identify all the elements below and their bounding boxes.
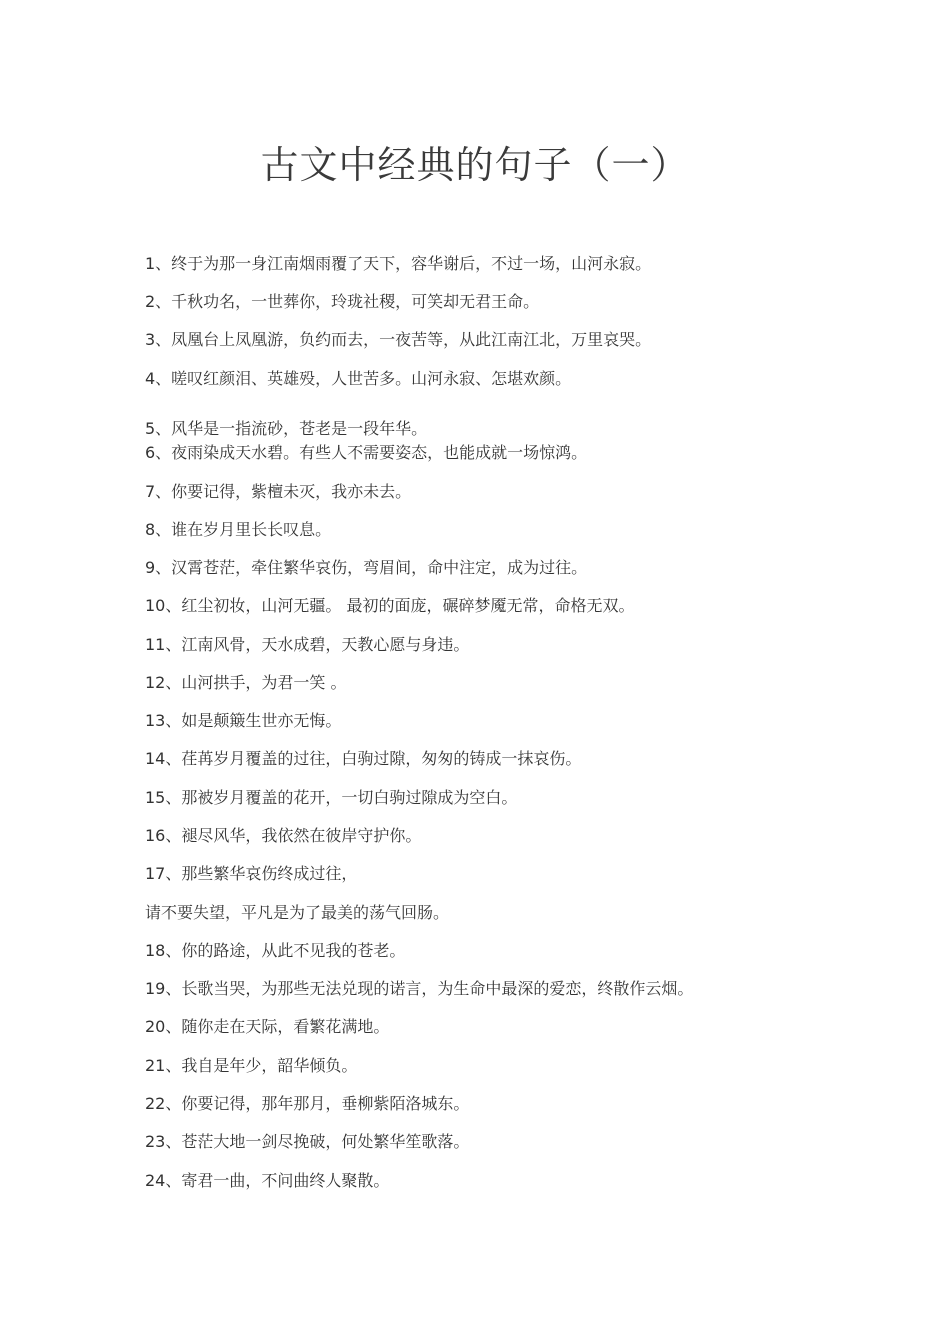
quote-line-10: 10、红尘初妆，山河无疆。 最初的面庞，碾碎梦魇无常，命格无双。 [145, 596, 635, 615]
quote-line-8: 8、谁在岁月里长长叹息。 [145, 520, 332, 539]
quote-line-18: 18、你的路途，从此不见我的苍老。 [145, 941, 406, 960]
quote-line-21: 21、我自是年少，韶华倾负。 [145, 1056, 358, 1075]
quote-line-23: 23、苍茫大地一剑尽挽破，何处繁华笙歌落。 [145, 1132, 470, 1151]
quote-line-17-continued: 请不要失望，平凡是为了最美的荡气回肠。 [145, 903, 450, 922]
quote-line-17: 17、那些繁华哀伤终成过往， [145, 864, 358, 883]
quote-line-7: 7、你要记得，紫檀未灭，我亦未去。 [145, 482, 412, 501]
quote-line-3: 3、凤凰台上凤凰游，负约而去，一夜苦等，从此江南江北，万里哀哭。 [145, 330, 652, 349]
quote-line-24: 24、寄君一曲，不问曲终人聚散。 [145, 1171, 390, 1190]
quote-line-6: 6、夜雨染成天水碧。有些人不需要姿态，也能成就一场惊鸿。 [145, 443, 588, 462]
quote-line-4: 4、嗟叹红颜泪、英雄殁，人世苦多。山河永寂、怎堪欢颜。 [145, 369, 572, 388]
quote-line-15: 15、那被岁月覆盖的花开，一切白驹过隙成为空白。 [145, 788, 518, 807]
quote-line-11: 11、江南风骨，天水成碧，天教心愿与身违。 [145, 635, 470, 654]
quote-line-16: 16、褪尽风华，我依然在彼岸守护你。 [145, 826, 422, 845]
quote-line-22: 22、你要记得，那年那月，垂柳紫陌洛城东。 [145, 1094, 470, 1113]
quote-line-9: 9、汉霄苍茫，牵住繁华哀伤，弯眉间，命中注定，成为过往。 [145, 558, 588, 577]
quote-line-13: 13、如是颠簸生世亦无悔。 [145, 711, 342, 730]
quote-line-2: 2、千秋功名，一世葬你，玲珑社稷，可笑却无君王命。 [145, 292, 540, 311]
page-title: 古文中经典的句子（一） [260, 143, 690, 187]
quote-line-1: 1、终于为那一身江南烟雨覆了天下，容华谢后，不过一场，山河永寂。 [145, 254, 652, 273]
quote-line-14: 14、荏苒岁月覆盖的过往，白驹过隙，匆匆的铸成一抹哀伤。 [145, 749, 582, 768]
quote-line-20: 20、随你走在天际，看繁花满地。 [145, 1017, 390, 1036]
quote-line-19: 19、长歌当哭，为那些无法兑现的诺言，为生命中最深的爱恋，终散作云烟。 [145, 979, 694, 998]
quote-line-5: 5、风华是一指流砂，苍老是一段年华。 [145, 419, 428, 438]
quote-line-12: 12、山河拱手，为君一笑 。 [145, 673, 347, 692]
